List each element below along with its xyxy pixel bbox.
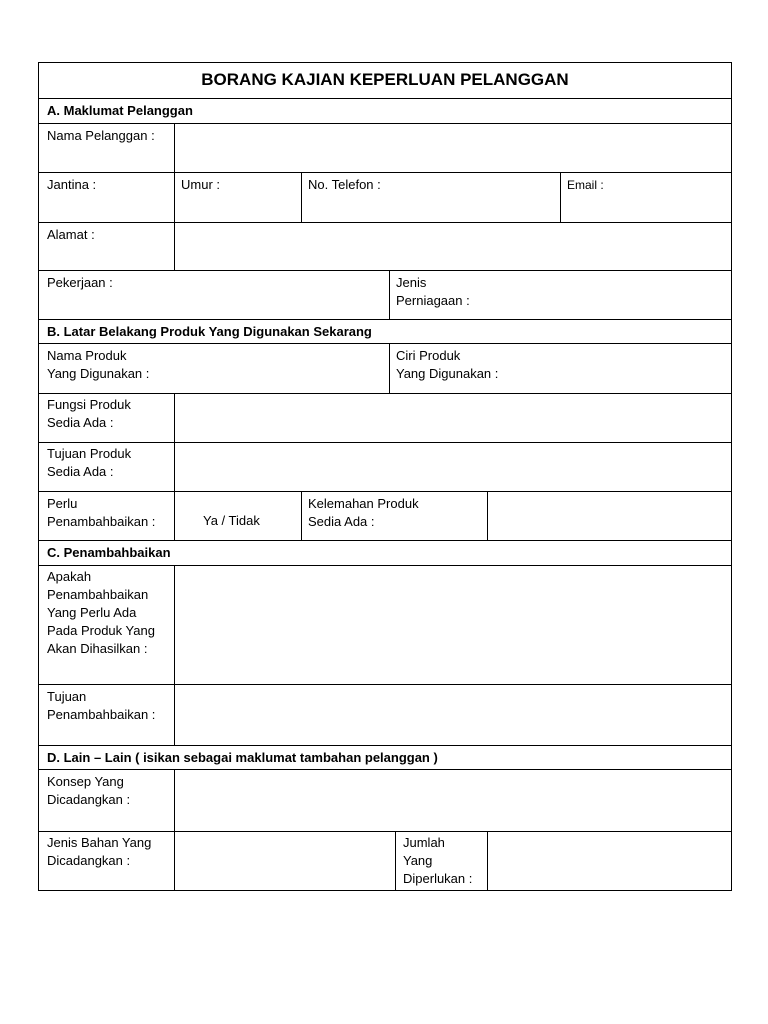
jenis-perniagaan-field[interactable] <box>484 271 731 319</box>
pekerjaan-field[interactable] <box>129 271 388 319</box>
umur-label: Umur : <box>181 177 220 192</box>
tujuan-penambahbaikan-label: Tujuan Penambahbaikan : <box>47 689 156 722</box>
konsep-label: Konsep Yang Dicadangkan : <box>47 774 131 807</box>
konsep-field[interactable] <box>175 770 731 831</box>
fungsi-produk-field[interactable] <box>175 394 731 442</box>
section-a-heading: A. Maklumat Pelanggan <box>47 103 193 118</box>
no-telefon-field[interactable] <box>394 173 559 222</box>
jantina-label: Jantina : <box>47 177 97 192</box>
umur-field[interactable] <box>229 173 300 222</box>
ciri-produk-field[interactable] <box>514 344 731 393</box>
jantina-field[interactable] <box>99 173 173 222</box>
nama-produk-field[interactable] <box>169 344 388 393</box>
customer-survey-form <box>38 62 732 891</box>
section-d-heading: D. Lain – Lain ( isikan sebagai maklumat tambahan pelanggan ) <box>47 750 438 765</box>
pekerjaan-label: Pekerjaan : <box>47 275 113 290</box>
tujuan-penambahbaikan-field[interactable] <box>175 685 731 745</box>
apakah-penambahbaikan-label: Apakah Penambahbaikan Yang Perlu Ada Pada Produk Yang Akan Dihasilkan : <box>47 569 155 656</box>
no-telefon-label: No. Telefon : <box>308 177 381 192</box>
form-title: BORANG KAJIAN KEPERLUAN PELANGGAN <box>201 70 569 89</box>
ciri-produk-label: Ciri Produk Yang Digunakan : <box>396 348 499 381</box>
section-b-heading: B. Latar Belakang Produk Yang Digunakan Sekarang <box>47 324 372 339</box>
ya-tidak-option[interactable]: Ya / Tidak <box>203 513 260 528</box>
nama-pelanggan-label: Nama Pelanggan : <box>47 128 155 143</box>
email-field[interactable] <box>614 173 731 222</box>
section-c-heading: C. Penambahbaikan <box>47 545 171 560</box>
kelemahan-produk-field[interactable] <box>488 492 731 540</box>
fungsi-produk-label: Fungsi Produk Sedia Ada : <box>47 397 131 430</box>
jumlah-label: Jumlah Yang Diperlukan : <box>403 835 473 886</box>
perlu-penambahbaikan-label: Perlu Penambahbaikan : <box>47 496 156 529</box>
alamat-label: Alamat : <box>47 227 95 242</box>
nama-produk-label: Nama Produk Yang Digunakan : <box>47 348 150 381</box>
jenis-bahan-field[interactable] <box>175 832 394 890</box>
apakah-penambahbaikan-field[interactable] <box>175 566 731 684</box>
jumlah-field[interactable] <box>488 832 731 890</box>
tujuan-produk-field[interactable] <box>175 443 731 491</box>
jenis-perniagaan-label: Jenis Perniagaan : <box>396 275 470 308</box>
jenis-bahan-label: Jenis Bahan Yang Dicadangkan : <box>47 835 152 868</box>
alamat-field[interactable] <box>175 223 731 270</box>
kelemahan-produk-label: Kelemahan Produk Sedia Ada : <box>308 496 419 529</box>
tujuan-produk-label: Tujuan Produk Sedia Ada : <box>47 446 132 479</box>
email-label: Email : <box>567 178 604 192</box>
nama-pelanggan-field[interactable] <box>175 124 731 172</box>
